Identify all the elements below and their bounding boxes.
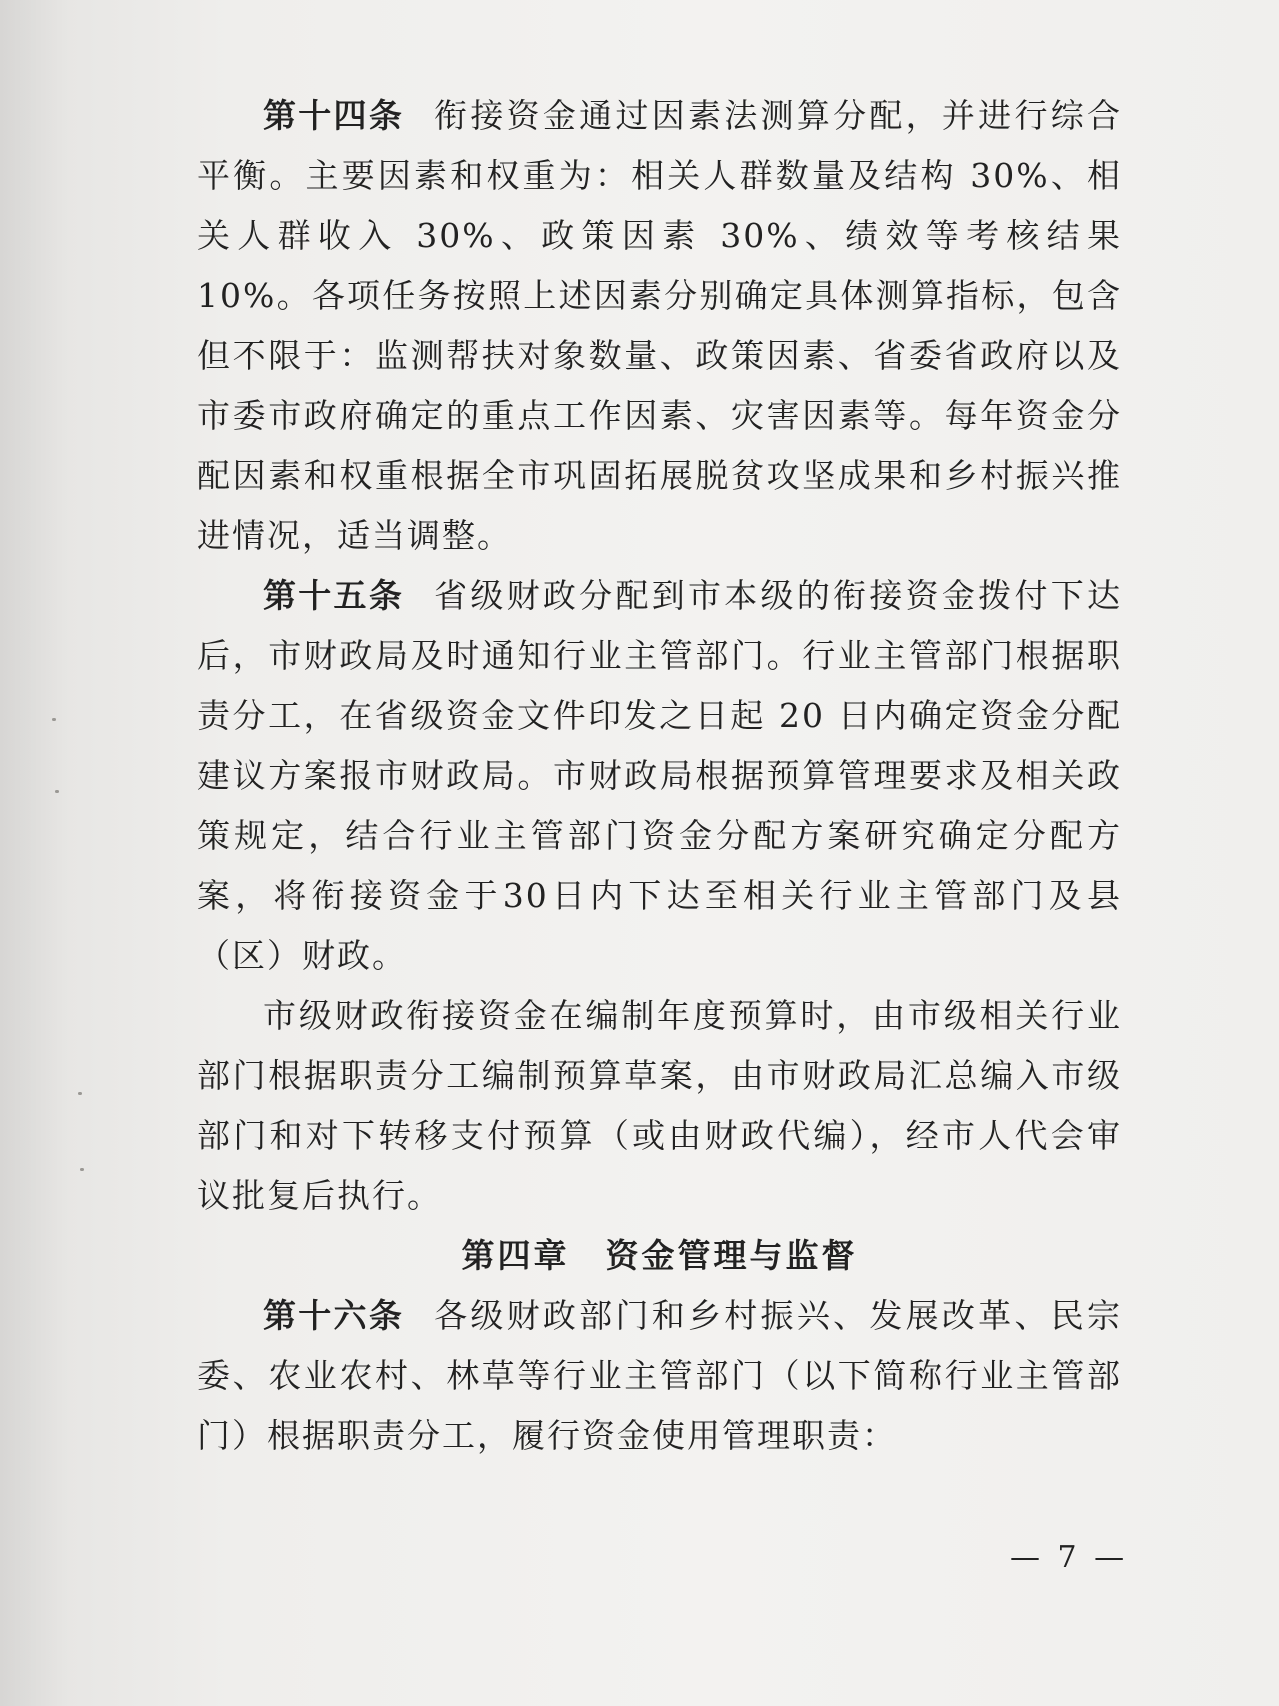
article-heading: 第十四条 [263, 96, 405, 135]
paper-speck [55, 790, 59, 793]
chapter-title: 资金管理与监督 [605, 1236, 858, 1275]
paper-speck [80, 1168, 84, 1171]
article-text: 省级财政分配到市本级的衔接资金拨付下达后，市财政局及时通知行业主管部门。行业主管部门根据职责分工，在省级资金文件印发之日起 20 日内确定资金分配建议方案报市财政局。市财政局根据预算管理要求及相关政策规定，结合行业主管部门资金分配方案研究确定分配方案，将衔接资金于30日内下达至相关行业主管部门及县（区）财政。 [197, 576, 1123, 975]
article-text: 衔接资金通过因素法测算分配，并进行综合平衡。主要因素和权重为：相关人群数量及结构 30%、相关人群收入 30%、政策因素 30%、绩效等考核结果 10%。各项任务按照上述因素分别确定具体测算指标，包含但不限于：监测帮扶对象数量、政策因素、省委省政府以及市委市政府确定的重点工作因素、灾害因素等。每年资金分配因素和权重根据全市巩固拓展脱贫攻坚成果和乡村振兴推进情况，适当调整。 [197, 96, 1123, 555]
page-shadow [0, 0, 70, 1706]
article-text: 各级财政部门和乡村振兴、发展改革、民宗委、农业农村、林草等行业主管部门（以下简称行业主管部门）根据职责分工，履行资金使用管理职责： [197, 1296, 1123, 1455]
chapter-number: 第四章 [461, 1236, 570, 1275]
article-heading: 第十五条 [263, 576, 405, 615]
chapter-heading [197, 1226, 1122, 1286]
paper-speck [78, 1092, 82, 1095]
article-14 [197, 86, 1122, 566]
article-heading: 第十六条 [263, 1296, 405, 1335]
article-text: 市级财政衔接资金在编制年度预算时，由市级相关行业部门根据职责分工编制预算草案，由市财政局汇总编入市级部门和对下转移支付预算（或由财政代编），经市人代会审议批复后执行。 [197, 996, 1122, 1215]
paper-speck [52, 718, 56, 721]
article-16 [197, 1286, 1122, 1466]
article-15-continued [197, 986, 1122, 1226]
article-15 [197, 566, 1122, 986]
page-number: — 7 — [1010, 1540, 1129, 1575]
document-body [197, 86, 1122, 1466]
